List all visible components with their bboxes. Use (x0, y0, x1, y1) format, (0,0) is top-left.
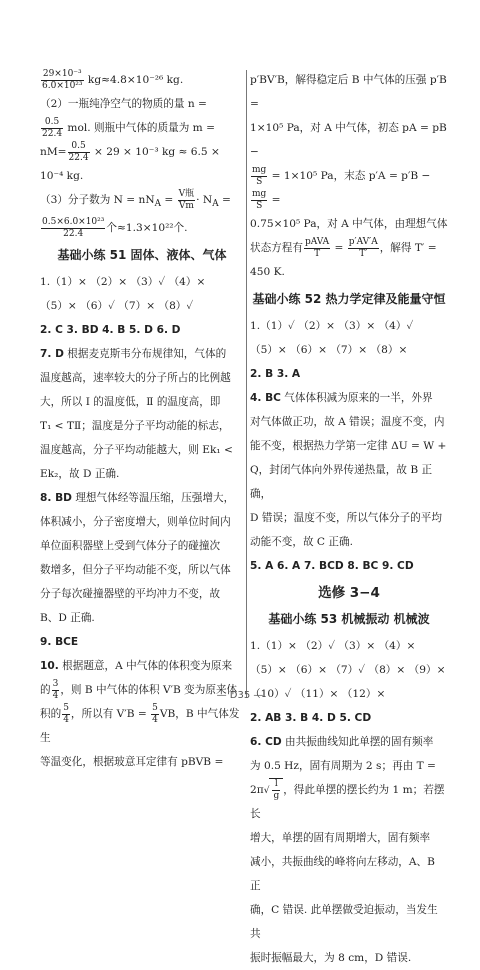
section-heading-51: 基础小练 51 固体、液体、气体 (57, 248, 227, 263)
text-line: 10. 根据题意，A 中气体的体积变为原来 (40, 660, 233, 673)
text-line: $\frac{\text{0.5×6.0×10²³}}{22.4}$ 个≈1.3×10²²个. (42, 216, 188, 239)
text-line: 温度越高，分子平均动能越大，则 Ek₁ < (40, 444, 233, 457)
text-line: 10⁻⁴ kg. (40, 170, 84, 182)
fraction: $\frac{0.5}{22.4}$ (68, 140, 89, 163)
text-line: （5）× （6）× （7）✓ （8）× （9）× (250, 664, 446, 676)
fraction: $\frac{p'AV'A}{T'}$ (348, 236, 378, 259)
fraction: $\frac{\text{29×10⁻³}}{\text{6.0×10²³}}$ (42, 68, 83, 91)
text-line: 数增多，但分子平均动能不变，所以气体 (40, 564, 231, 577)
text-line: $\frac{mg}{S}$ = 1×10⁵ Pa，末态 p′A = p′B − $\frac{mg}{S}$ = (252, 164, 431, 211)
text-line: 大，所以 Ⅰ 的温度低，Ⅱ 的温度高，即 (40, 396, 221, 409)
column-divider (246, 70, 247, 698)
text-line: 1.（1）× （2）× （3）✓ （4）× (40, 276, 206, 289)
text-line: （10）✓ （11）× （12）× (250, 688, 386, 700)
text-line: 增大，单摆的固有周期增大，固有频率 (250, 832, 431, 844)
chapter-heading: 选修 3−4 (318, 585, 380, 601)
text-line: 状态方程有 $\frac{\text{pAVA}}{T}$ = $\frac{p'AV'A}{T'}$ ，解得 T′ = (250, 236, 437, 259)
text-line: 6. CD 由共振曲线知此单摆的固有频率 (250, 736, 434, 748)
fraction: $\frac{3}{4}$ (52, 678, 59, 701)
text-line: 5. A 6. A 7. BCD 8. BC 9. CD (250, 560, 414, 572)
text-line: 积的 $\frac{5}{4}$ ，所以有 V′B = $\frac{5}{4}$ VB，B 中气体发生 (40, 702, 240, 745)
fraction: $\frac{\text{0.5×6.0×10²³}}{22.4}$ (42, 216, 105, 239)
text-line: 为 0.5 Hz，固有周期为 2 s；再由 T = (250, 760, 436, 772)
left-column (40, 68, 244, 774)
text-line: $\frac{\text{29×10⁻³}}{\text{6.0×10²³}}$ kg≈4.8×10⁻²⁶ kg. (42, 68, 184, 91)
text-line: 1×10⁵ Pa，对 A 中气体，初态 pA = pB − (250, 122, 447, 158)
text-line: 2π√ $\frac{l}{g}$ ，得此单摆的摆长约为 1 m；若摆长 (250, 779, 445, 820)
text-line: 对气体做正功，故 A 错误；温度不变，内 (250, 416, 445, 428)
text-line: 4. BC 气体体积减为原来的一半，外界 (250, 392, 433, 404)
text-line: （2）一瓶纯净空气的物质的量 n = (40, 98, 207, 110)
fraction: $\frac{0.5}{22.4}$ (42, 116, 63, 139)
text-line: （5）× （6）✓ （7）× （8）✓ (40, 300, 194, 313)
text-line: 1.（1）✓ （2）× （3）× （4）✓ (250, 320, 414, 332)
text-line: 的 $\frac{3}{4}$ ，则 B 中气体的体积 V′B 变为原来体 (40, 678, 238, 701)
text-line: 2. C 3. BD 4. B 5. D 6. D (40, 324, 181, 337)
text-line: 9. BCE (40, 636, 79, 649)
fraction: $\frac{l}{g}$ (273, 779, 280, 801)
text-line: Q，封闭气体向外界传递热量，故 B 正确， (250, 464, 433, 500)
text-line: 2. B 3. A (250, 368, 301, 380)
text-line: B、D 正确. (40, 612, 95, 625)
text-line: 450 K. (250, 266, 285, 278)
text-line: 8. BD 理想气体经等温压缩，压强增大， (40, 492, 235, 505)
fraction: $\frac{5}{4}$ (152, 702, 158, 725)
text-line: 分子每次碰撞器壁的平均冲力不变，故 (40, 588, 221, 601)
fraction: $\frac{\text{V瓶}}{Vm}$ (178, 188, 195, 211)
text-line: 动能不变，故 C 正确. (250, 536, 353, 548)
page-number: — D35 — (216, 690, 264, 701)
text-line: （5）× （6）× （7）× （8）× (250, 344, 408, 356)
section-heading-53: 基础小练 53 机械振动 机械波 (268, 612, 430, 626)
fraction: $\frac{5}{4}$ (63, 702, 69, 725)
text-line: p′BV′B，解得稳定后 B 中气体的压强 p′B = (250, 74, 447, 110)
text-line: Ek₂，故 D 正确. (40, 468, 120, 481)
text-line: 温度越高，速率较大的分子所占的比例越 (40, 372, 231, 385)
fraction: $\frac{\text{pAVA}}{T}$ (304, 236, 330, 259)
text-line: 能不变，根据热力学第一定律 ΔU = W + (250, 440, 447, 452)
text-line: 1.（1）× （2）✓ （3）× （4）× (250, 640, 416, 652)
right-column (250, 68, 448, 970)
square-root: √ $\frac{l}{g}$ (264, 778, 284, 802)
text-line: 体积减小，分子密度增大，则单位时间内 (40, 516, 231, 529)
text-line: 7. D 根据麦克斯韦分布规律知，气体的 (40, 348, 227, 361)
text-line: 等温变化，根据玻意耳定律有 pBVB = (40, 756, 224, 769)
text-line: 单位面积器壁上受到气体分子的碰撞次 (40, 540, 221, 553)
text-line: D 错误；温度不变，所以气体分子的平均 (250, 512, 442, 524)
text-line: 0.75×10⁵ Pa，对 A 中气体，由理想气体 (250, 218, 448, 230)
text-line: 减小，共振曲线的峰将向左移动，A、B 正 (250, 856, 435, 892)
text-line: T₁ < TⅡ；温度是分子平均动能的标志， (40, 420, 230, 433)
text-line: 2. AB 3. B 4. D 5. CD (250, 712, 372, 724)
text-line: 振时振幅最大，为 8 cm，D 错误. (250, 952, 412, 964)
section-heading-52: 基础小练 52 热力学定律及能量守恒 (252, 292, 446, 306)
text-line: 确，C 错误. 此单摆做受迫振动，当发生共 (250, 904, 438, 940)
fraction: $\frac{mg}{S}$ (252, 188, 267, 211)
text-line: nM= $\frac{0.5}{22.4}$ × 29 × 10⁻³ kg ≈ 6.5 × (40, 140, 220, 163)
text-line: （3）分子数为 $N = nN_A$ = $\frac{\text{V瓶}}{Vm}$ · $N_A$ = (40, 188, 231, 211)
fraction: $\frac{mg}{S}$ (252, 164, 267, 187)
text-line: $\frac{0.5}{22.4}$ mol. 则瓶中气体的质量为 m = (42, 116, 215, 139)
